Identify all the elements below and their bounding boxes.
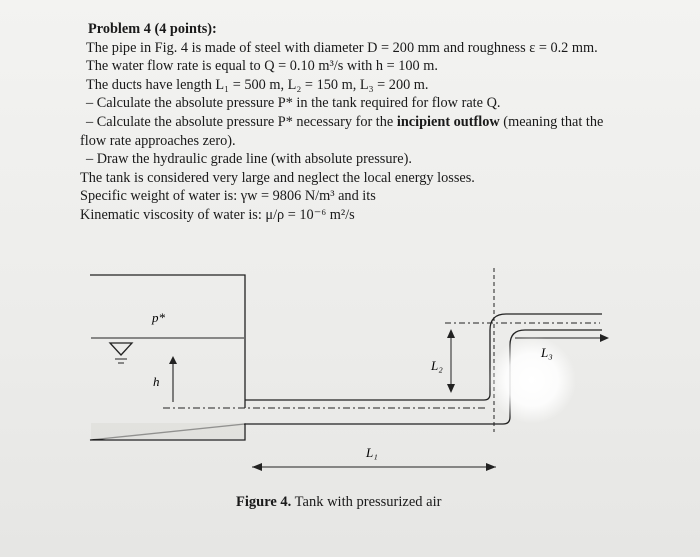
label-h: h <box>153 374 160 389</box>
tank-outline <box>90 275 245 440</box>
tank-bottom-hatch <box>91 423 244 439</box>
line-5-pre: – Calculate the absolute pressure P* necessary for the <box>86 113 397 130</box>
caption-bold: Figure 4. <box>236 494 292 510</box>
problem-line-3: The ducts have length L₁ = 500 m, L₂ = 150 m, L₃ = 200 m. <box>86 76 429 93</box>
line-5-post: (meaning that the <box>499 113 604 130</box>
problem-line-10: Kinematic viscosity of water is: μ/ρ = 10⁻⁶ m²/s <box>80 206 355 223</box>
problem-line-4: – Calculate the absolute pressure P* in the tank required for flow rate Q. <box>86 95 501 112</box>
line-5-bold: incipient outflow <box>396 113 500 130</box>
problem-title: Problem 4 (4 points): <box>88 21 217 37</box>
problem-line-1: The pipe in Fig. 4 is made of steel with diameter D = 200 mm and roughness ε = 0.2 mm. <box>86 39 598 56</box>
glare-highlight <box>488 336 576 424</box>
figure-caption <box>236 494 441 511</box>
problem-line-8: The tank is considered very large and neglect the local energy losses. <box>80 169 475 186</box>
problem-line-7: – Draw the hydraulic grade line (with absolute pressure). <box>86 151 412 168</box>
problem-line-6: flow rate approaches zero). <box>80 132 236 149</box>
L3-arrow-right <box>600 334 609 342</box>
label-L2: L₂ <box>431 358 443 373</box>
caption-text: Tank with pressurized air <box>291 494 442 510</box>
L1-arrow-left <box>252 463 262 471</box>
problem-line-9: Specific weight of water is: γw = 9806 N/m³ and its <box>80 188 376 205</box>
problem-line-2: The water flow rate is equal to Q = 0.10 m³/s with h = 100 m. <box>86 58 438 75</box>
L1-arrow-right <box>486 463 496 471</box>
L2-arrow-top <box>447 329 455 338</box>
free-surface-icon <box>110 343 132 355</box>
label-L1: L₁ <box>366 445 378 460</box>
h-arrow-top <box>169 356 177 364</box>
L2-arrow-bottom <box>447 384 455 393</box>
label-p-star: p* <box>152 310 165 325</box>
label-L3: L₃ <box>541 345 553 360</box>
